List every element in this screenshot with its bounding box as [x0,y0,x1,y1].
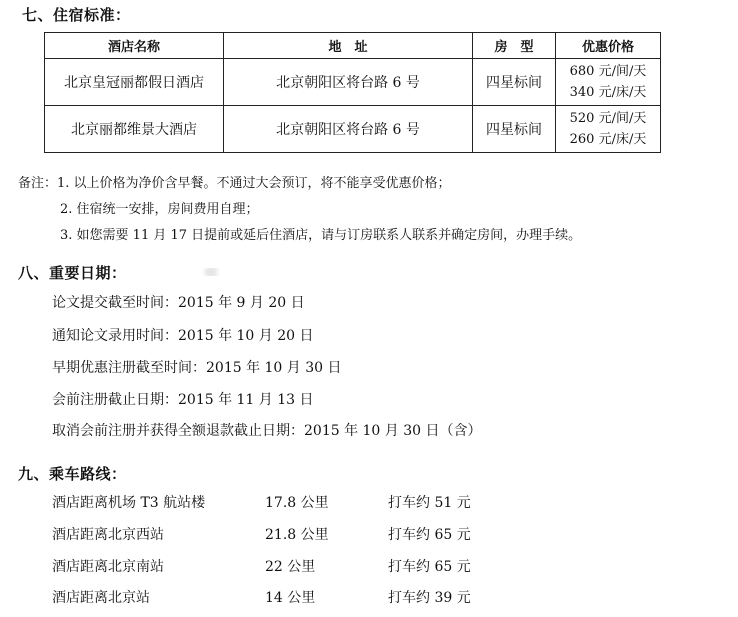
table-row [45,59,661,106]
col-room-type: 房 型 [473,33,556,59]
route-distance: 17.8 公里 [265,495,329,511]
route-destination: 酒店距离北京西站 [52,527,164,543]
date-item: 早期优惠注册截至时间：2015 年 10 月 30 日 [52,360,342,376]
date-item: 会前注册截止日期：2015 年 11 月 13 日 [52,392,314,408]
note-line: 2. 住宿统一安排，房间费用自理； [60,202,259,217]
date-item: 论文提交截至时间：2015 年 9 月 20 日 [52,295,305,311]
section9-heading: 九、乘车路线： [18,465,127,483]
col-price: 优惠价格 [556,33,661,59]
route-fare: 打车约 65 元 [388,559,471,575]
col-address: 地 址 [224,33,473,59]
date-item: 通知论文录用时间：2015 年 10 月 20 日 [52,328,314,344]
route-fare: 打车约 51 元 [388,495,471,511]
route-distance: 21.8 公里 [265,527,329,543]
hotel-address: 北京朝阳区将台路 6 号 [224,59,473,106]
price-per-room: 680 元/间/天 [569,64,647,79]
note-line: 备注：1. 以上价格为净价含早餐。不通过大会预订，将不能享受优惠价格； [18,176,451,191]
hotel-address: 北京朝阳区将台路 6 号 [224,106,473,153]
col-hotel-name: 酒店名称 [45,33,224,59]
hotel-table-header-row [45,33,661,59]
price-per-bed: 340 元/床/天 [569,85,647,100]
route-fare: 打车约 39 元 [388,590,471,606]
hotel-name: 北京皇冠丽都假日酒店 [45,59,224,106]
route-destination: 酒店距离机场 T3 航站楼 [52,495,206,511]
price-per-bed: 260 元/床/天 [569,132,647,147]
date-item: 取消会前注册并获得全额退款截止日期：2015 年 10 月 30 日（含） [52,423,482,439]
scan-speck [196,268,226,276]
price-per-room: 520 元/间/天 [569,111,647,126]
price-cell [556,59,661,106]
route-distance: 14 公里 [265,590,316,606]
route-destination: 酒店距离北京南站 [52,559,164,575]
price-cell [556,106,661,153]
section7-heading: 七、住宿标准： [22,6,131,24]
note-line: 3. 如您需要 11 月 17 日提前或延后住酒店，请与订房联系人联系并确定房间，办理手续。 [60,228,582,243]
hotel-name: 北京丽都维景大酒店 [45,106,224,153]
route-destination: 酒店距离北京站 [52,590,150,606]
room-type: 四星标间 [473,106,556,153]
table-row [45,106,661,153]
hotel-table [44,32,661,153]
room-type: 四星标间 [473,59,556,106]
route-distance: 22 公里 [265,559,316,575]
section8-heading: 八、重要日期： [18,264,127,282]
route-fare: 打车约 65 元 [388,527,471,543]
